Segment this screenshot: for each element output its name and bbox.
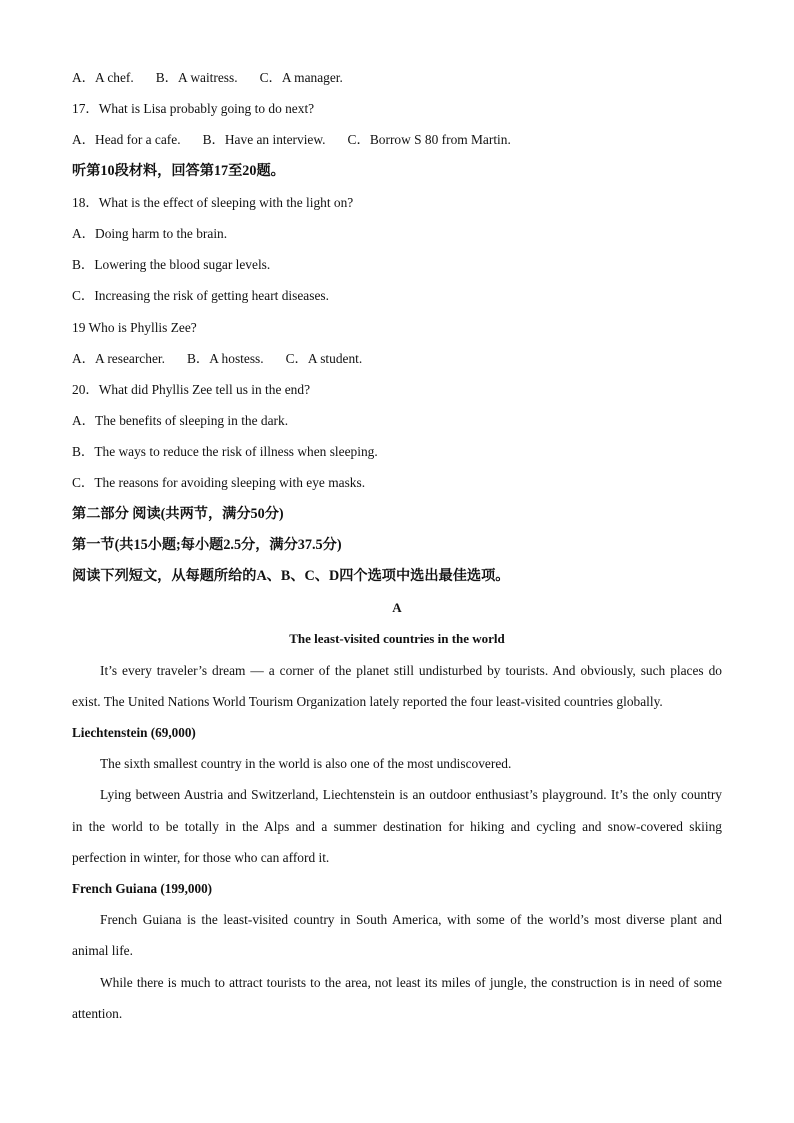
liechtenstein-heading: Liechtenstein (69,000) xyxy=(72,724,196,740)
q16-option-a: A．A chef. xyxy=(72,70,134,85)
part-title: 第二部分 阅读(共两节，满分50分) xyxy=(72,505,284,522)
document-page xyxy=(72,62,722,1029)
liechtenstein-paragraph-1: The sixth smallest country in the world is also one of the most undiscovered. xyxy=(100,756,512,772)
q18-question: 18．What is the effect of sleeping with the light on? xyxy=(72,194,354,210)
q18-option-c: C．Increasing the risk of getting heart diseases. xyxy=(72,288,329,304)
q20-option-a: A．The benefits of sleeping in the dark. xyxy=(72,413,289,429)
q20-question: 20．What did Phyllis Zee tell us in the end? xyxy=(72,381,311,397)
french-guiana-heading: French Guiana (199,000) xyxy=(72,880,213,896)
q16-option-b: B．A waitress. xyxy=(155,70,238,85)
liechtenstein-paragraph-2: Lying between Austria and Switzerland, Liechtenstein is an outdoor enthusiast’s playground. It’s the only country in the world to be totally in the Alps and a summer destination for hiking and cycling and snow-covered skiing perfection in winter, for those who can afford it. xyxy=(72,787,722,865)
section-title: 第一节(共15小题;每小题2.5分，满分37.5分) xyxy=(72,536,342,553)
passage-letter: A xyxy=(392,600,402,616)
reading-instruction: 阅读下列短文，从每题所给的A、B、C、D四个选项中选出最佳选项。 xyxy=(72,568,510,584)
french-guiana-paragraph-1: French Guiana is the least-visited country in South America, with some of the world’s most diverse plant and animal life. xyxy=(72,912,722,959)
q16-options xyxy=(72,62,722,93)
q17-option-c: C．Borrow S 80 from Martin. xyxy=(347,132,511,148)
passage-intro: It’s every traveler’s dream — a corner of the planet still undisturbed by tourists. And obviously, such places do exist. The United Nations World Tourism Organization lately reported the four least-visited countries globally. xyxy=(72,662,722,709)
q19-question: 19 Who is Phyllis Zee? xyxy=(72,319,197,335)
q17-option-a: A．Head for a cafe. xyxy=(72,132,181,148)
passage-title: The least-visited countries in the world xyxy=(289,631,505,647)
q20-option-b: B．The ways to reduce the risk of illness when sleeping. xyxy=(72,444,378,460)
q19-options xyxy=(72,343,722,374)
q17-question: 17．What is Lisa probably going to do next? xyxy=(72,101,315,117)
section10-instruction: 听第10段材料，回答第17至20题。 xyxy=(72,162,285,179)
french-guiana-paragraph-2: While there is much to attract tourists to the area, not least its miles of jungle, the construction is in need of some attention. xyxy=(72,974,722,1021)
q19-option-c: C．A student. xyxy=(285,350,363,366)
q19-option-a: A．A researcher. xyxy=(72,350,165,366)
q18-option-a: A．Doing harm to the brain. xyxy=(72,225,228,241)
q16-option-c: C．A manager. xyxy=(259,70,343,85)
q17-options xyxy=(72,124,722,155)
q18-option-b: B．Lowering the blood sugar levels. xyxy=(72,257,271,273)
q20-option-c: C．The reasons for avoiding sleeping with eye masks. xyxy=(72,475,366,491)
q17-option-b: B．Have an interview. xyxy=(202,132,326,148)
q19-option-b: B．A hostess. xyxy=(186,350,264,366)
